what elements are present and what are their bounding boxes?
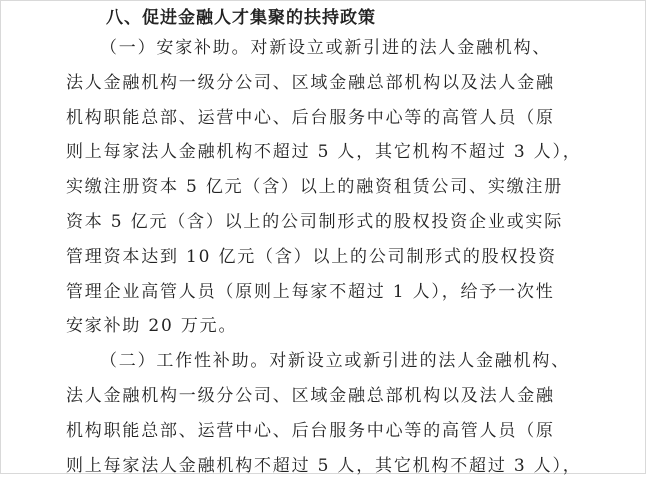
paragraph-line: 机构职能总部、运营中心、后台服务中心等的高管人员（原: [66, 107, 555, 128]
paragraph-line: 安家补助 20 万元。: [66, 316, 238, 337]
paragraph-line: 则上每家法人金融机构不超过 5 人，其它机构不超过 3 人），: [66, 142, 582, 163]
paragraph-line: 则上每家法人金融机构不超过 5 人，其它机构不超过 3 人），: [66, 455, 582, 476]
paragraph-line: 实缴注册资本 5 亿元（含）以上的融资租赁公司、实缴注册: [66, 177, 564, 198]
paragraph-settlement-subsidy: [66, 31, 586, 344]
paragraph-line: 机构职能总部、运营中心、后台服务中心等的高管人员（原: [66, 420, 555, 441]
paragraph-line: （二）工作性补助。对新设立或新引进的法人金融机构、: [100, 351, 570, 372]
paragraph-work-subsidy: [66, 344, 586, 483]
document-body: [66, 5, 586, 483]
section-heading: 八、促进金融人才集聚的扶持政策: [106, 8, 376, 28]
paragraph-line: 资本 5 亿元（含）以上的公司制形式的股权投资企业或实际: [66, 211, 564, 232]
paragraph-line: （一）安家补助。对新设立或新引进的法人金融机构、: [100, 38, 552, 58]
paragraph-line: 法人金融机构一级分公司、区域金融总部机构以及法人金融: [66, 72, 555, 93]
paragraph-line: 法人金融机构一级分公司、区域金融总部机构以及法人金融: [66, 385, 555, 406]
paragraph-line: 管理资本达到 10 亿元（含）以上的公司制形式的股权投资: [66, 246, 557, 267]
paragraph-line: 管理企业高管人员（原则上每家不超过 1 人），给予一次性: [66, 281, 555, 302]
